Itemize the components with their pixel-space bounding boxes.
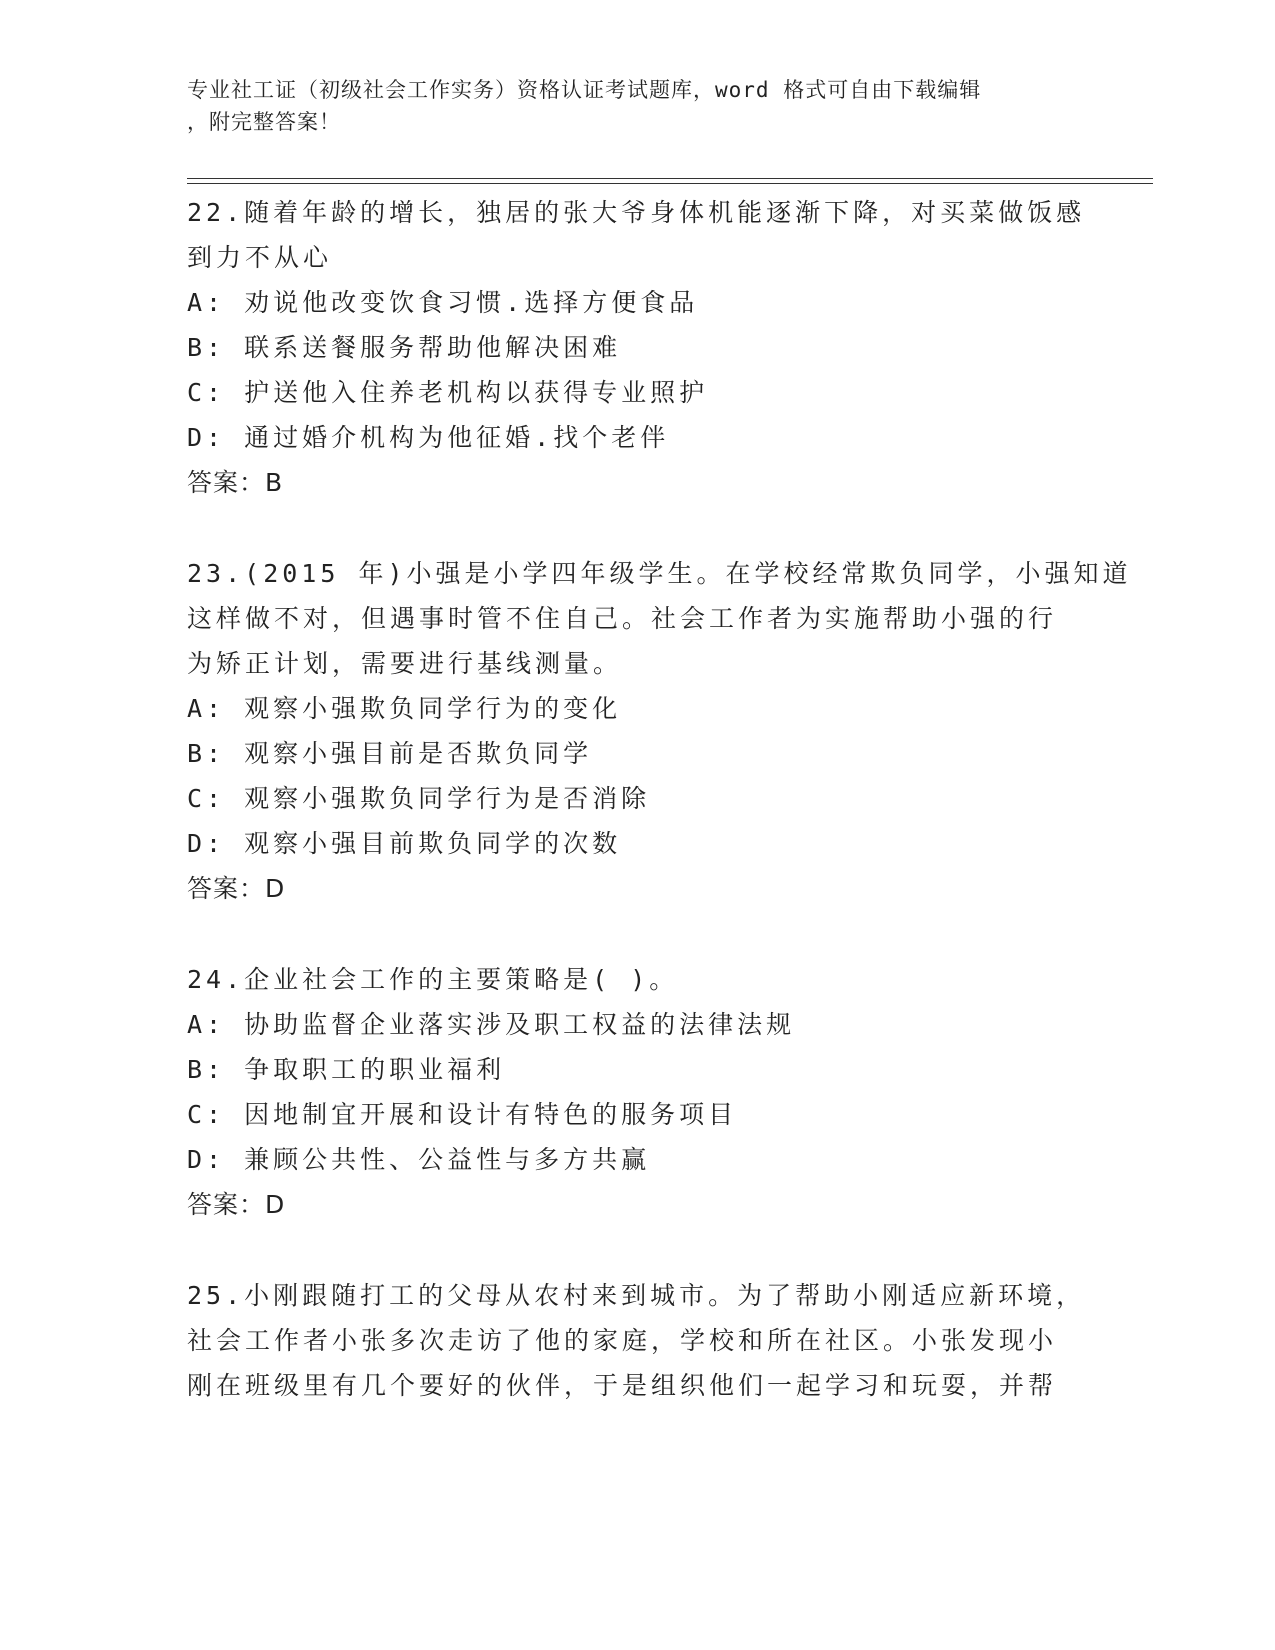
header-line-1: 专业社工证（初级社会工作实务）资格认证考试题库，word 格式可自由下载编辑 bbox=[187, 78, 982, 102]
option-a: A: 观察小强欺负同学行为的变化 bbox=[187, 694, 622, 723]
option-b: B: 联系送餐服务帮助他解决困难 bbox=[187, 333, 622, 362]
question-22 bbox=[187, 190, 1107, 505]
answer: 答案：D bbox=[187, 1190, 286, 1219]
option-b: B: 观察小强目前是否欺负同学 bbox=[187, 739, 593, 768]
stem-line: 社会工作者小张多次走访了他的家庭，学校和所在社区。小张发现小 bbox=[187, 1326, 1058, 1355]
header-line-2: ，附完整答案！ bbox=[187, 110, 341, 134]
stem-line: 这样做不对，但遇事时管不住自己。社会工作者为实施帮助小强的行 bbox=[187, 604, 1058, 633]
option-c: C: 护送他入住养老机构以获得专业照护 bbox=[187, 378, 709, 407]
option-a: A: 劝说他改变饮食习惯.选择方便食品 bbox=[187, 288, 699, 317]
document-header bbox=[187, 74, 1067, 138]
stem-line: 为矫正计划，需要进行基线测量。 bbox=[187, 649, 623, 678]
option-d: D: 观察小强目前欺负同学的次数 bbox=[187, 829, 622, 858]
stem-line: 到力不从心 bbox=[187, 243, 333, 272]
option-c: C: 因地制宜开展和设计有特色的服务项目 bbox=[187, 1100, 738, 1129]
option-b: B: 争取职工的职业福利 bbox=[187, 1055, 506, 1084]
stem-line: 23.(2015 年)小强是小学四年级学生。在学校经常欺负同学，小强知道 bbox=[187, 559, 1132, 588]
question-23 bbox=[187, 551, 1132, 911]
option-d: D: 兼顾公共性、公益性与多方共赢 bbox=[187, 1145, 651, 1174]
stem-line: 25.小刚跟随打工的父母从农村来到城市。为了帮助小刚适应新环境， bbox=[187, 1281, 1086, 1310]
stem-line: 24.企业社会工作的主要策略是( )。 bbox=[187, 965, 679, 994]
stem-line: 刚在班级里有几个要好的伙伴，于是组织他们一起学习和玩耍，并帮 bbox=[187, 1371, 1058, 1400]
option-c: C: 观察小强欺负同学行为是否消除 bbox=[187, 784, 651, 813]
answer: 答案：B bbox=[187, 468, 284, 497]
header-rule-top bbox=[187, 178, 1153, 179]
option-a: A: 协助监督企业落实涉及职工权益的法律法规 bbox=[187, 1010, 796, 1039]
question-stem bbox=[187, 1273, 1107, 1408]
question-stem bbox=[187, 551, 1132, 686]
question-stem bbox=[187, 957, 1107, 1002]
answer: 答案：D bbox=[187, 874, 286, 903]
question-list bbox=[187, 190, 1132, 1454]
question-25 bbox=[187, 1273, 1107, 1408]
header-rule-bottom bbox=[187, 183, 1153, 184]
option-d: D: 通过婚介机构为他征婚.找个老伴 bbox=[187, 423, 670, 452]
stem-line: 22.随着年龄的增长，独居的张大爷身体机能逐渐下降，对买菜做饭感 bbox=[187, 198, 1086, 227]
question-24 bbox=[187, 957, 1107, 1227]
question-stem bbox=[187, 190, 1107, 280]
